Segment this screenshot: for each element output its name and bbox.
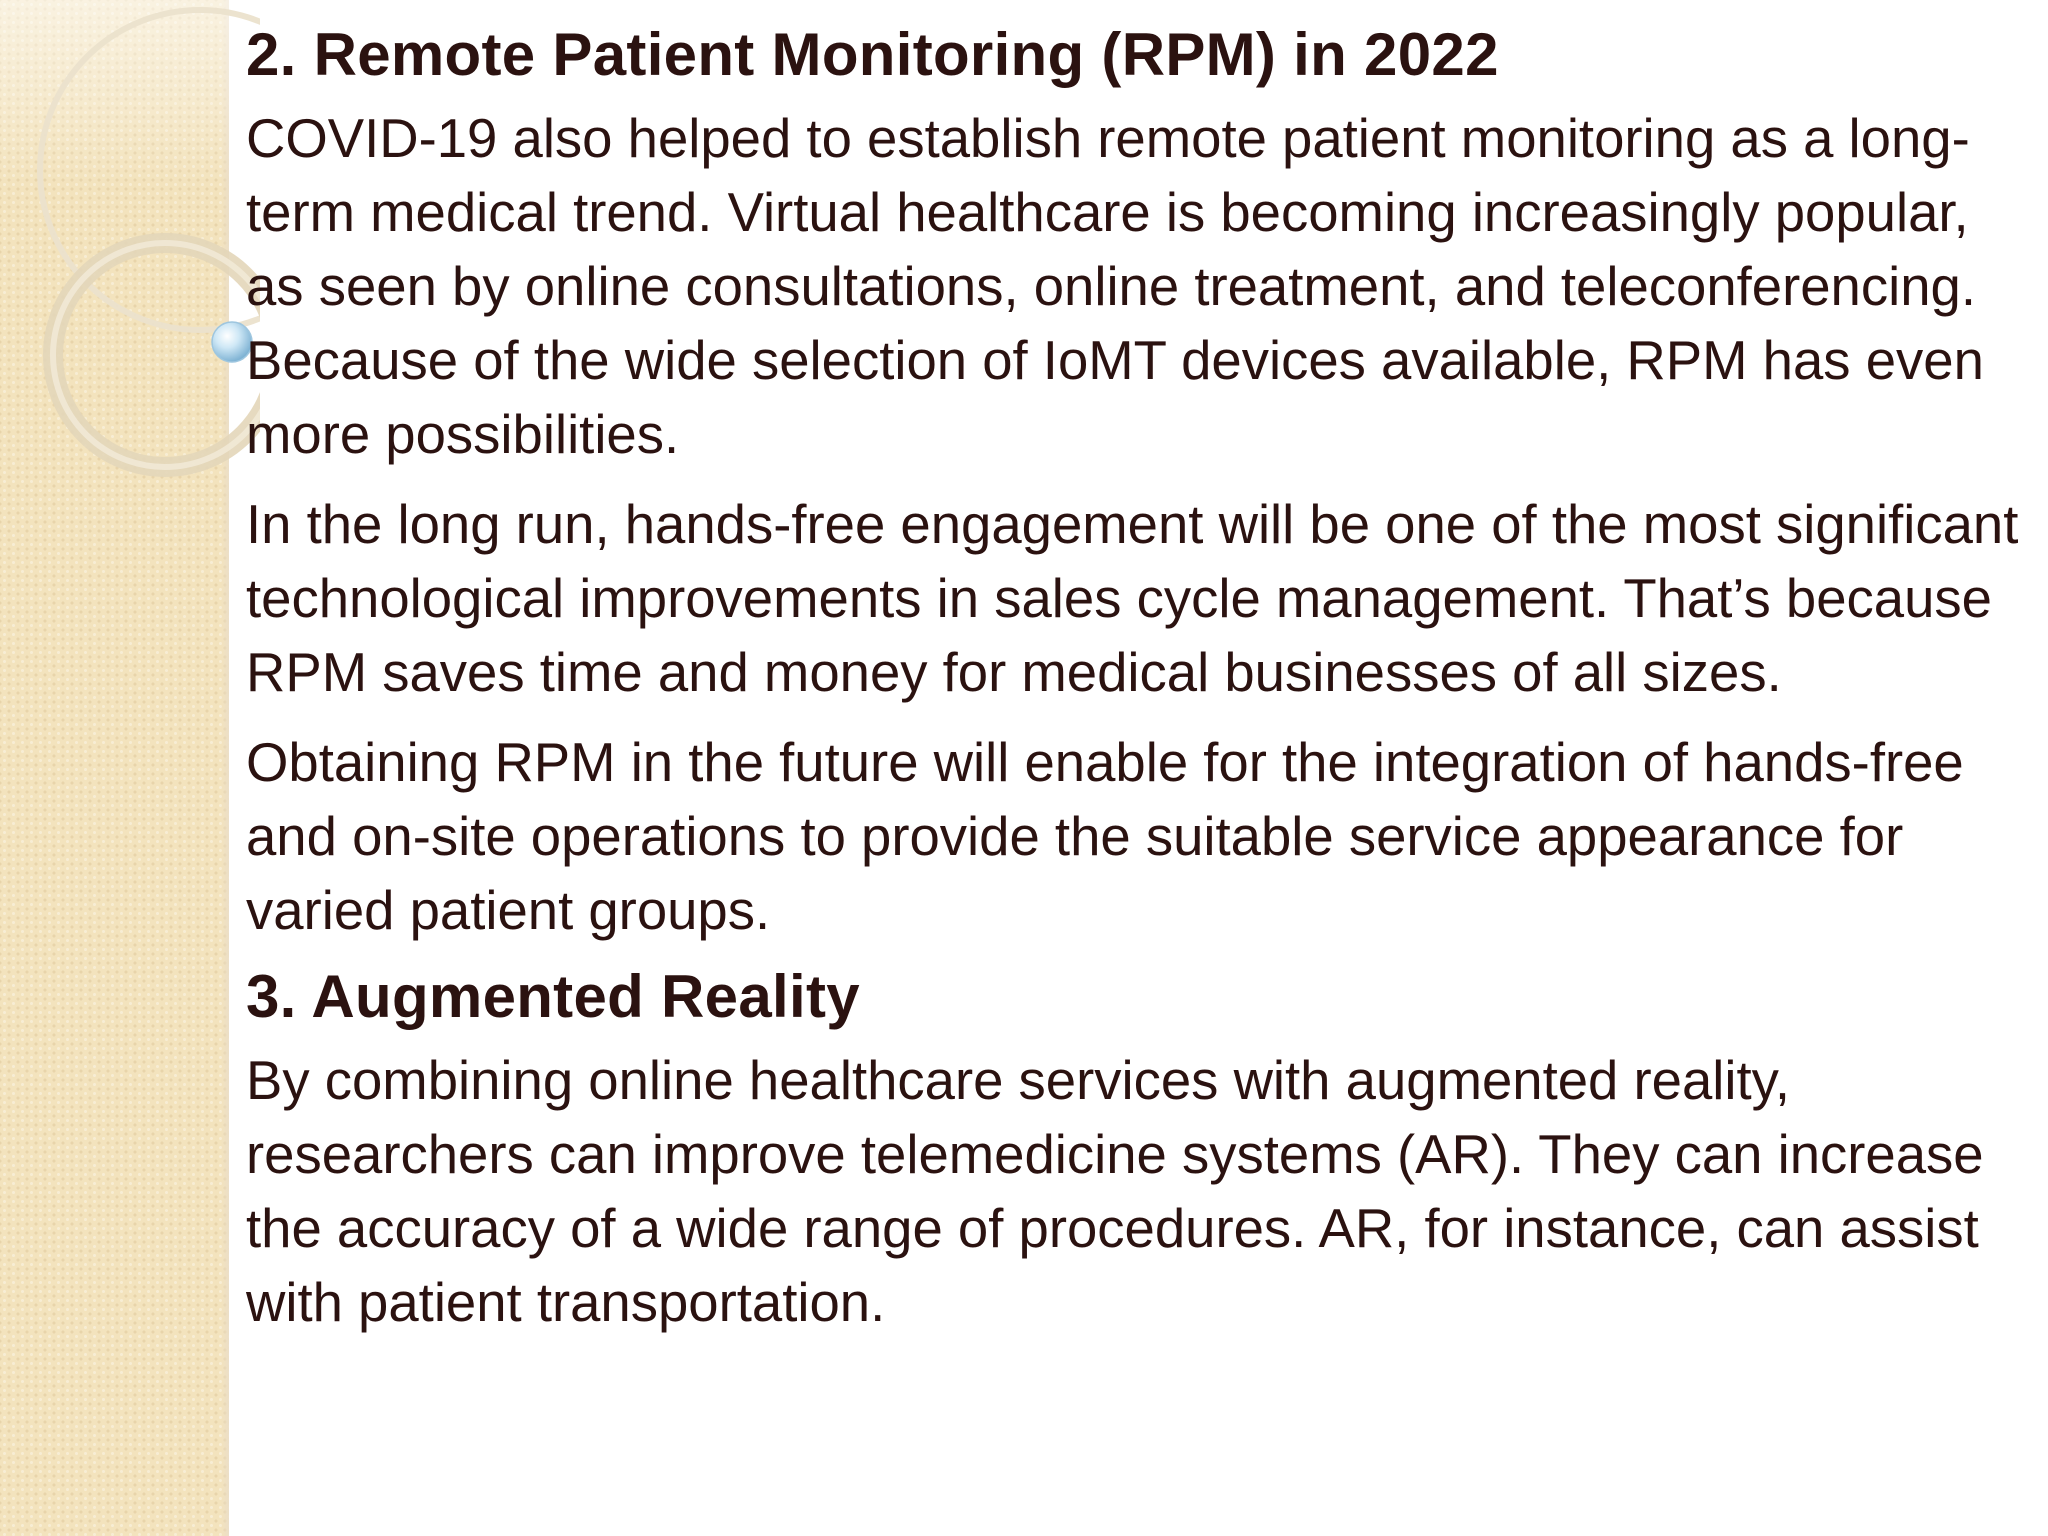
heading-ar: 3. Augmented Reality <box>246 963 860 1030</box>
rpm-paragraph-1: COVID-19 also helped to establish remote patient monitoring as a long-term medical trend. Virtual healthcare is becoming increasingly popular, as seen by online consultations, online treatment, and teleconferencing. Because of the wide selection of IoMT devices available, RPM has even more possibilities. <box>246 108 1984 465</box>
ar-paragraph-1: By combining online healthcare services with augmented reality, researchers can improve telemedicine systems (AR). They can increase the accuracy of a wide range of procedures. AR, for instance, can assist with patient transportation. <box>246 1050 1984 1333</box>
decorative-rings <box>0 0 260 520</box>
slide-content <box>246 18 2026 1340</box>
rpm-paragraph-2: In the long run, hands-free engagement will be one of the most significant technological improvements in sales cycle management. That’s because RPM saves time and money for medical businesses of all sizes. <box>246 494 2019 703</box>
rpm-paragraph-3: Obtaining RPM in the future will enable for the integration of hands-free and on-site operations to provide the suitable service appearance for varied patient groups. <box>246 732 1964 941</box>
heading-rpm: 2. Remote Patient Monitoring (RPM) in 2022 <box>246 21 1499 88</box>
